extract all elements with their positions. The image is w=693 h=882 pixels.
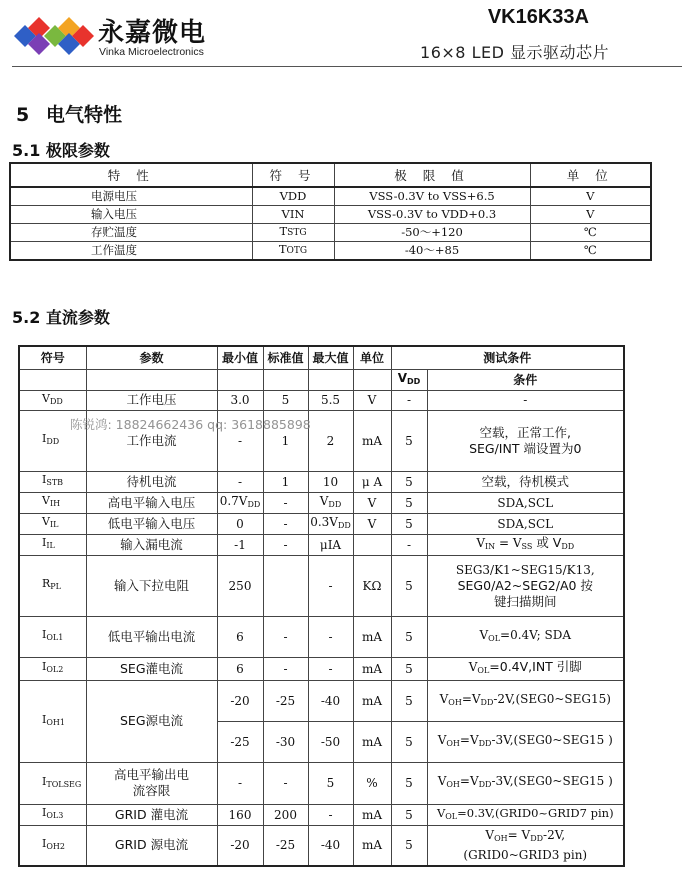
table-row bbox=[10, 206, 651, 224]
col-header-unit: 单 位 bbox=[530, 163, 651, 187]
cell-value: VSS-0.3V to VDD+0.3 bbox=[334, 206, 530, 224]
table-row: $I_{OL3}$ GRID 灌电流 160 200 - mA 5 $V_{OL}=0.3V,(GRID0\sim GRID7$ pin) bbox=[19, 804, 624, 825]
chapter-heading bbox=[16, 100, 122, 127]
col-header-unit: 单位 bbox=[353, 346, 391, 369]
cell-value: VSS-0.3V to VSS+6.5 bbox=[334, 187, 530, 206]
cell-name: 输入电压 bbox=[10, 206, 252, 224]
table-row: -25 -30 -50 mA 5 $V_{OH}=V_{DD}-3V,(SEG0\sim SEG15$ ) bbox=[19, 721, 624, 762]
brand-name-en: Vinka Microelectronics bbox=[99, 46, 204, 58]
table-row: $I_{IL}$ 输入漏电流 -1 - μIA - $V_{IN} = V_{SS}$ 或 $V_{DD}$ bbox=[19, 534, 624, 555]
brand-name-cn: 永嘉微电 bbox=[98, 18, 207, 48]
cell-unit: V bbox=[530, 187, 651, 206]
col-header-symbol: 符号 bbox=[19, 346, 86, 369]
doc-subtitle: 16×8 LED 显示驱动芯片 bbox=[420, 43, 609, 62]
section-heading-dc-params: 5.2 直流参数 bbox=[12, 308, 110, 327]
col-header-param: 参数 bbox=[86, 346, 217, 369]
table-row: $V_{IH}$ 高电平输入电压 $0.7V_{DD}$ - $V_{DD}$ V 5 SDA,SCL bbox=[19, 492, 624, 513]
col-header-max: 最大值 bbox=[308, 346, 353, 369]
table-row: $V_{DD}$ 工作电压 3.0 5 5.5 V - - bbox=[19, 390, 624, 410]
table-header-row bbox=[10, 163, 651, 187]
table-row: $I_{OL1}$ 低电平输出电流 6 - - mA 5 $V_{OL}=0.4V$; SDA bbox=[19, 616, 624, 657]
col-header-characteristic: 特 性 bbox=[10, 163, 252, 187]
table-row bbox=[10, 224, 651, 242]
col-header-test-cond: 测试条件 bbox=[391, 346, 624, 369]
col-header-symbol: 符 号 bbox=[252, 163, 334, 187]
cell-unit: V bbox=[530, 206, 651, 224]
cell-name: 存贮温度 bbox=[10, 224, 252, 242]
cell-symbol: VDD bbox=[252, 187, 334, 206]
table-row: $I_{STB}$ 待机电流 - 1 10 μ A 5 空载，待机模式 bbox=[19, 471, 624, 492]
table-row: $R_{PL}$ 输入下拉电阻 250 - KΩ 5 SEG3/K1~SEG15/K13, SEG0/A2~SEG2/A0 按 键扫描期间 bbox=[19, 555, 624, 616]
table-row bbox=[10, 242, 651, 261]
section-heading-absolute-max: 5.1 极限参数 bbox=[12, 141, 110, 160]
table-row: $I_{OH2}$ GRID 源电流 -20 -25 -40 mA 5 $V_{OH}= V_{DD}-2V$, (GRID0~GRID3 pin) bbox=[19, 825, 624, 866]
doc-title: VK16K33A bbox=[487, 6, 589, 28]
table-row: $I_{DD}$ 工作电流 - 1 2 mA 5 空载，正常工作, SEG/INT 端设置为0 bbox=[19, 410, 624, 471]
contact-watermark: 陈锐鸿: 18824662436 qq: 3618885898 bbox=[70, 417, 311, 432]
cell-name: 电源电压 bbox=[10, 187, 252, 206]
table-header-row bbox=[19, 346, 624, 369]
cell-value: -50～+120 bbox=[334, 224, 530, 242]
table-subheader-row bbox=[19, 369, 624, 390]
col-header-cond: 条件 bbox=[427, 369, 624, 390]
vinka-logo-icon bbox=[14, 14, 94, 58]
cell-unit: ℃ bbox=[530, 224, 651, 242]
cell-symbol: VIN bbox=[252, 206, 334, 224]
header-rule bbox=[12, 66, 682, 67]
cell-symbol: TSTG bbox=[252, 224, 334, 242]
col-header-vdd: $V_{DD}$ bbox=[391, 369, 427, 390]
absolute-max-table bbox=[9, 162, 652, 261]
table-row: $I_{OL2}$ SEG灌电流 6 - - mA 5 $V_{OL}=0.4V,INT$ 引脚 bbox=[19, 657, 624, 680]
table-row bbox=[10, 187, 651, 206]
cell-symbol: TOTG bbox=[252, 242, 334, 261]
cell-name: 工作温度 bbox=[10, 242, 252, 261]
table-row: $I_{TOLSEG}$ 高电平输出电 流容限 - - 5 % 5 $V_{OH}=V_{DD}-3V,(SEG0\sim SEG15$ ) bbox=[19, 762, 624, 804]
col-header-limit: 极 限 值 bbox=[334, 163, 530, 187]
col-header-typ: 标准值 bbox=[263, 346, 308, 369]
chapter-title: 电气特性 bbox=[46, 104, 123, 126]
table-row: $V_{IL}$ 低电平输入电压 0 - $0.3V_{DD}$ V 5 SDA,SCL bbox=[19, 513, 624, 534]
cell-unit: ℃ bbox=[530, 242, 651, 261]
cell-value: -40～+85 bbox=[334, 242, 530, 261]
chapter-number: 5 bbox=[16, 104, 30, 126]
col-header-min: 最小值 bbox=[217, 346, 263, 369]
table-row: $I_{OH1}$ SEG源电流 -20 -25 -40 mA 5 $V_{OH}=V_{DD}-2V,(SEG0\sim SEG15)$ bbox=[19, 680, 624, 721]
